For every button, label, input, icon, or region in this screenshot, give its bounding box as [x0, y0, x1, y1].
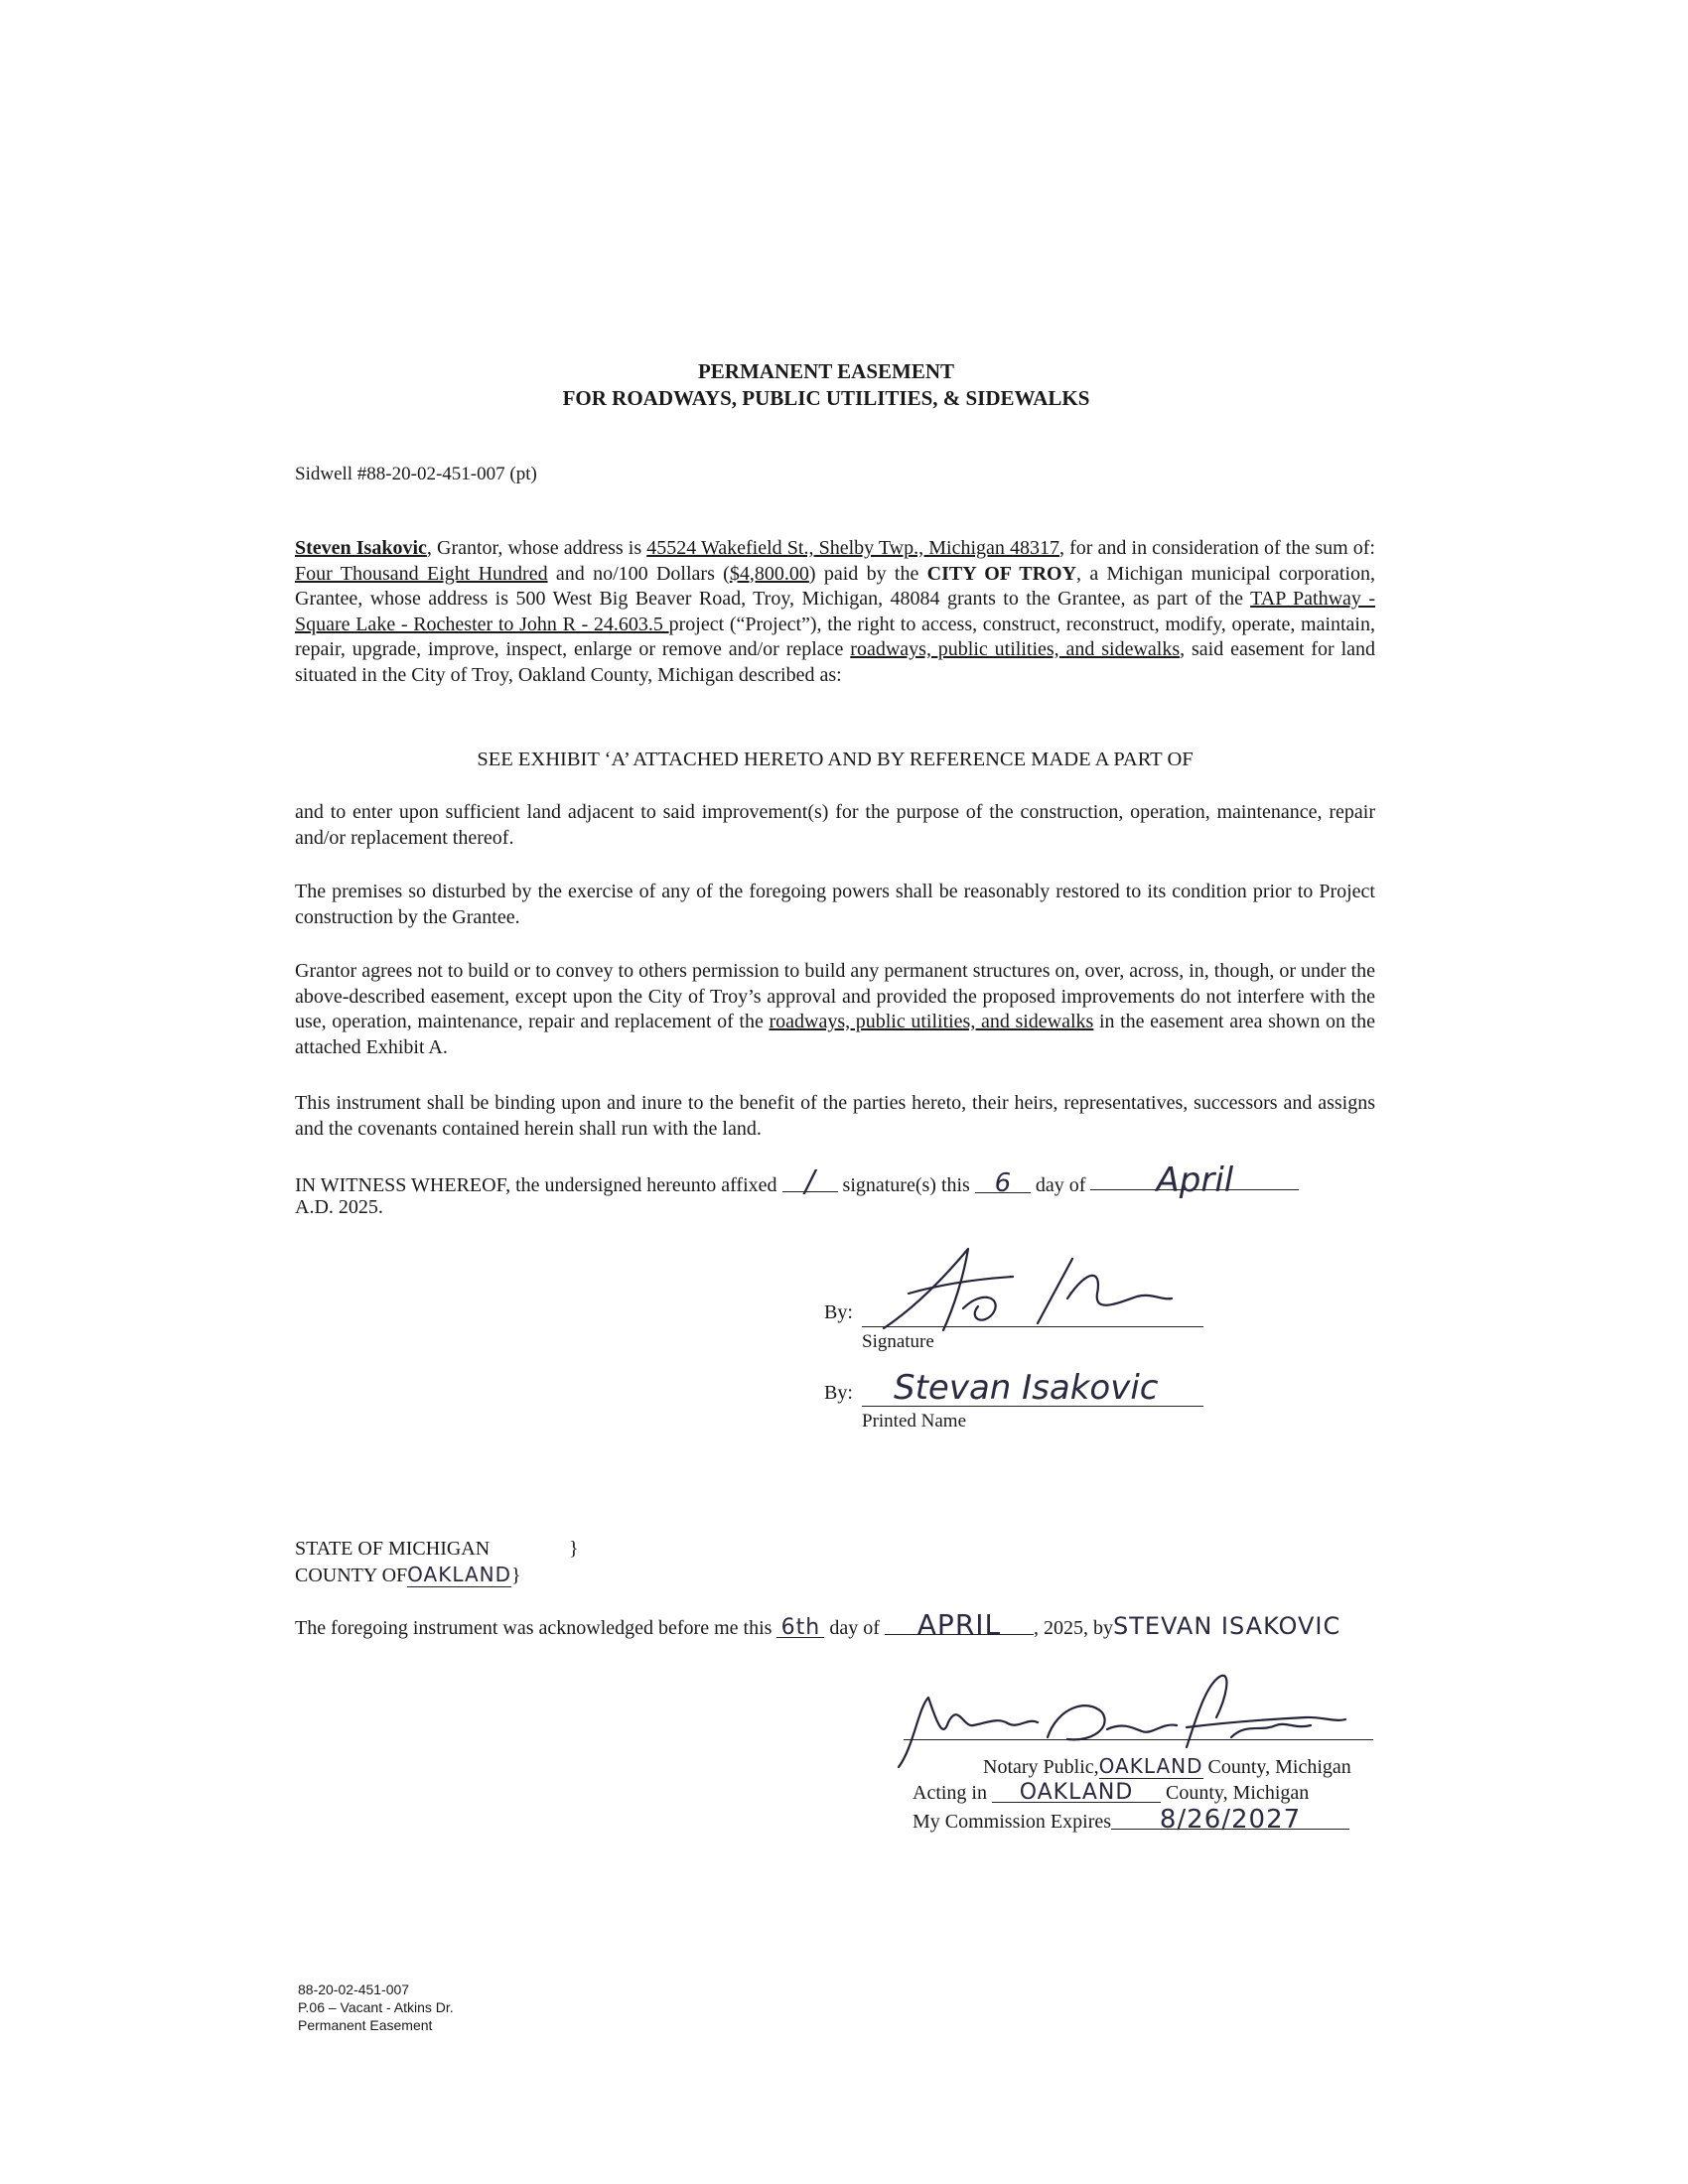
signature-count-field: /: [782, 1169, 838, 1192]
acknowledgment-line: The foregoing instrument was acknowledged before me this 6th day of APRIL , 2025, bySTEVAN ISAKOVIC: [295, 1608, 1341, 1641]
ack-day-field: 6th: [776, 1615, 824, 1638]
venue-county-field: OAKLAND: [407, 1563, 511, 1586]
easement-purpose: roadways, public utilities, and sidewalks: [850, 638, 1181, 660]
amount-words: Four Thousand Eight Hundred: [295, 562, 548, 585]
enter-paragraph: and to enter upon sufficient land adjacent to said improvement(s) for the purpose of the construction, operation, maintenance, repair and/or replacement thereof.: [295, 801, 1375, 849]
venue-state: STATE OF MICHIGAN: [295, 1538, 491, 1560]
commission-expiry-date: 8/26/2027: [1111, 1807, 1349, 1830]
grantor-name: Steven Isakovic: [295, 537, 427, 559]
footer-parcel-id: 88-20-02-451-007: [298, 1981, 410, 1997]
witness-year: A.D. 2025.: [295, 1196, 383, 1218]
document-subtitle: FOR ROADWAYS, PUBLIC UTILITIES, & SIDEWALKS: [562, 386, 1090, 410]
document-title: PERMANENT EASEMENT: [697, 359, 955, 383]
grantor-signature: [874, 1239, 1192, 1338]
witness-line: IN WITNESS WHEREOF, the undersigned hereunto affixed / signature(s) this 6 day of April: [295, 1167, 1299, 1198]
project-name: TAP Pathway - Square Lake - Rochester to John R - 24.603.5: [295, 588, 1375, 635]
witness-month-field: April: [1090, 1167, 1299, 1190]
build-restriction-paragraph: Grantor agrees not to build or to convey to others permission to build any permanent structures on, over, across, in, though, or under the above-described easement, except upon the City of Troy’s approval and provided the proposed improvements do not interfere with the use, operation, maintenance, repair and replacement of the roadways, public utilities, and sidewalks in the easement area shown on the attached Exhibit A.: [295, 960, 1375, 1058]
acting-in-line: Acting in OAKLAND County, Michigan: [913, 1780, 1310, 1805]
printed-name-caption: Printed Name: [862, 1411, 967, 1432]
grant-paragraph: Steven Isakovic, Grantor, whose address is 45524 Wakefield St., Shelby Twp., Michigan 48317, for and in consideration of the sum of: Four Thousand Eight Hundred and no/100 Dollars ($4,800.00) paid by the CITY OF TROY, a Michigan municipal corporation, Grantee, whose address is 500 West Big Beaver Road, Troy, Michigan, 48084 grants to the Grantee, as part of the TAP Pathway - Square Lake - Rochester to John R - 24.603.5 project (“Project”), the right to access, construct, reconstruct, modify, operate, maintain, repair, upgrade, improve, inspect, enlarge or remove and/or replace roadways, public utilities, and sidewalks, said easement for land situated in the City of Troy, Oakland County, Michigan described as:: [295, 537, 1376, 686]
amount-figure: $4,800.00: [729, 562, 809, 585]
by-label-signature: By:: [824, 1301, 853, 1323]
notary-public-line: Notary Public,OAKLAND County, Michigan: [983, 1754, 1351, 1778]
witness-day-field: 6: [975, 1170, 1031, 1193]
printed-name: Stevan Isakovic: [894, 1368, 1159, 1408]
grantee-name: CITY OF TROY: [926, 562, 1077, 585]
commission-expires-line: My Commission Expires 8/26/2027: [913, 1807, 1349, 1835]
acting-county-field: OAKLAND: [992, 1780, 1161, 1803]
by-label-printed-name: By:: [824, 1382, 853, 1404]
footer-doc-type: Permanent Easement: [298, 2017, 433, 2033]
venue-county: COUNTY OFOAKLAND}: [295, 1563, 521, 1586]
ack-name-field: STEVAN ISAKOVIC: [1112, 1612, 1341, 1640]
sidwell-number: Sidwell #88-20-02-451-007 (pt): [295, 464, 537, 484]
exhibit-reference: SEE EXHIBIT ‘A’ ATTACHED HERETO AND BY REFERENCE MADE A PART OF: [477, 749, 1194, 770]
notary-county-field: OAKLAND: [1098, 1754, 1203, 1778]
ack-month-field: APRIL: [885, 1612, 1034, 1635]
venue-brace-1: }: [569, 1538, 579, 1560]
signature-caption: Signature: [862, 1331, 934, 1352]
easement-purpose-2: roadways, public utilities, and sidewalks: [769, 1011, 1094, 1032]
grantor-address: 45524 Wakefield St., Shelby Twp., Michigan 48317: [646, 537, 1059, 559]
restore-paragraph: The premises so disturbed by the exercise of any of the foregoing powers shall be reasonably restored to its condition prior to Project construction by the Grantee.: [295, 881, 1375, 928]
footer-parcel-desc: P.06 – Vacant - Atkins Dr.: [298, 1999, 454, 2015]
binding-paragraph: This instrument shall be binding upon and inure to the benefit of the parties hereto, their heirs, representatives, successors and assigns and the covenants contained herein shall run with the land.: [295, 1092, 1375, 1140]
